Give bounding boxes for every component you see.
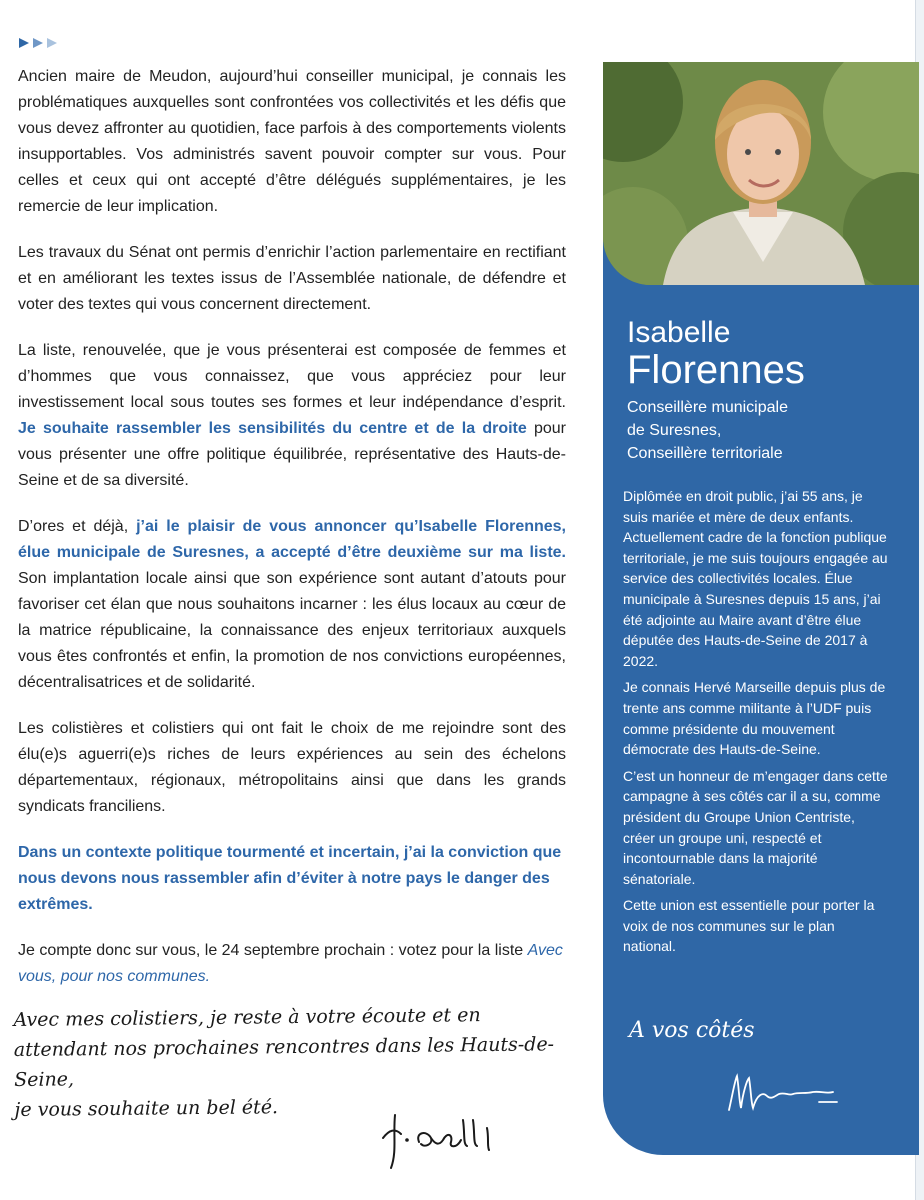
bio-paragraph: Diplômée en droit public, j’ai 55 ans, je suis mariée et mère de deux enfants. Actuellement cadre de la fonction publique territoriale, je me suis toujours engagée au service des collectivités locales. Élue municipale à Suresnes depuis 15 ans, j’ai été adjointe au Maire avant d’être élue députée des Hauts-de-Seine de 2017 à 2022. xyxy=(623,488,888,669)
arrow-right-icon xyxy=(32,37,44,49)
paragraph-2: Les travaux du Sénat ont permis d’enrichir l’action parlementaire en rectifiant et en améliorant les textes issus de l’Assemblée nationale, de défendre et voter des textes qui vous concernent directement. xyxy=(18,244,566,313)
bio-paragraph: Cette union est essentielle pour porter la voix de nos communes sur le plan national. xyxy=(623,897,875,955)
candidate-roles xyxy=(627,396,897,465)
paragraph-4-text: D’ores et déjà, xyxy=(18,518,137,535)
handwritten-line: je vous souhaite un bel été. xyxy=(14,1096,279,1121)
paragraph-3-text-end: pour vous présenter une offre politique équilibrée, représentative des Hauts-de-Seine et de sa diversité. xyxy=(18,420,567,489)
closing-handwriting: A vos côtés xyxy=(629,1018,755,1043)
bio-paragraph: C’est un honneur de m’engager dans cette campagne à ses côtés car il a su, comme président du Groupe Union Centriste, créer un groupe uni, respecté et incontournable dans la majorité sénatoriale. xyxy=(623,767,888,887)
role-line: de Suresnes, xyxy=(627,422,722,439)
candidate-last-name: Florennes xyxy=(627,348,805,392)
paragraph-4-text-end: Son implantation locale ainsi que son expérience sont autant d’atouts pour favoriser cet élan que nous souhaitons incarner : les élus locaux au cœur de la matrice républicaine, la connaissance des enjeux territoriaux auxquels vous êtes confrontés et enfin, la promotion de nos convictions européennes, décentralisatrices et de solidarité. xyxy=(18,570,566,691)
paragraph-3-text: La liste, renouvelée, que je vous présenterai est composée de femmes et d’hommes que vous connaissez, que vous appréciez pour leur investissement local sous toutes ses formes et leur indépendance d’esprit. xyxy=(18,342,566,411)
arrow-right-icon xyxy=(18,37,30,49)
bio-paragraph: Je connais Hervé Marseille depuis plus de trente ans comme militante à l’UDF puis comme présidente du mouvement démocrate des Hauts-de-Seine. xyxy=(623,679,886,758)
arrow-right-icon xyxy=(46,37,58,49)
paragraph-5: Les colistières et colistiers qui ont fait le choix de me rejoindre sont des élu(e)s aguerri(e)s riches de leurs expériences au sein des échelons départementaux, régionaux, métropolitains ainsi que dans les grands syndicats franciliens. xyxy=(18,720,566,815)
list-name: Avec vous, pour nos communes. xyxy=(18,942,563,985)
handwritten-line: attendant nos prochaines rencontres dans les Hauts-de-Seine, xyxy=(13,1033,555,1091)
letter-body xyxy=(18,64,566,1010)
paragraph-4 xyxy=(18,514,566,696)
candidate-photo xyxy=(603,62,919,285)
paragraph-3 xyxy=(18,338,566,494)
signature-panel xyxy=(723,1062,863,1122)
signature-herve-marseille xyxy=(375,1090,545,1180)
candidate-first-name: Isabelle xyxy=(627,316,731,349)
paragraph-3-highlight: Je souhaite rassembler les sensibilités du centre et de la droite xyxy=(18,420,527,437)
paragraph-4-highlight: j’ai le plaisir de vous annoncer qu’Isabelle Florennes, élue municipale de Suresnes, a accepté d’être deuxième sur ma liste. xyxy=(18,518,566,561)
paragraph-6-highlight: Dans un contexte politique tourmenté et incertain, j’ai la conviction que nous devons nous rassembler afin d’éviter à notre pays le danger des extrêmes. xyxy=(18,844,562,913)
handwritten-line: Avec mes colistiers, je reste à votre écoute et en xyxy=(13,1004,481,1031)
candidate-bio xyxy=(623,486,889,963)
paragraph-1: Ancien maire de Meudon, aujourd’hui conseiller municipal, je connais les problématiques auxquelles sont confrontées vos collectivités et les défis que vous devez affronter au quotidien, face parfois à des comportements violents insupportables. Vos administrés savent pouvoir compter sur vous. Pour celles et ceux qui ont accepté d’être délégués supplémentaires, je les remercie de leur implication. xyxy=(18,68,566,215)
paragraph-7 xyxy=(18,938,566,990)
role-line: Conseillère territoriale xyxy=(627,445,783,462)
paragraph-7-text: Je compte donc sur vous, le 24 septembre prochain : votez pour la liste xyxy=(18,942,528,959)
section-arrows-icon xyxy=(18,37,58,49)
role-line: Conseillère municipale xyxy=(627,399,788,416)
candidate-panel xyxy=(603,62,919,1155)
